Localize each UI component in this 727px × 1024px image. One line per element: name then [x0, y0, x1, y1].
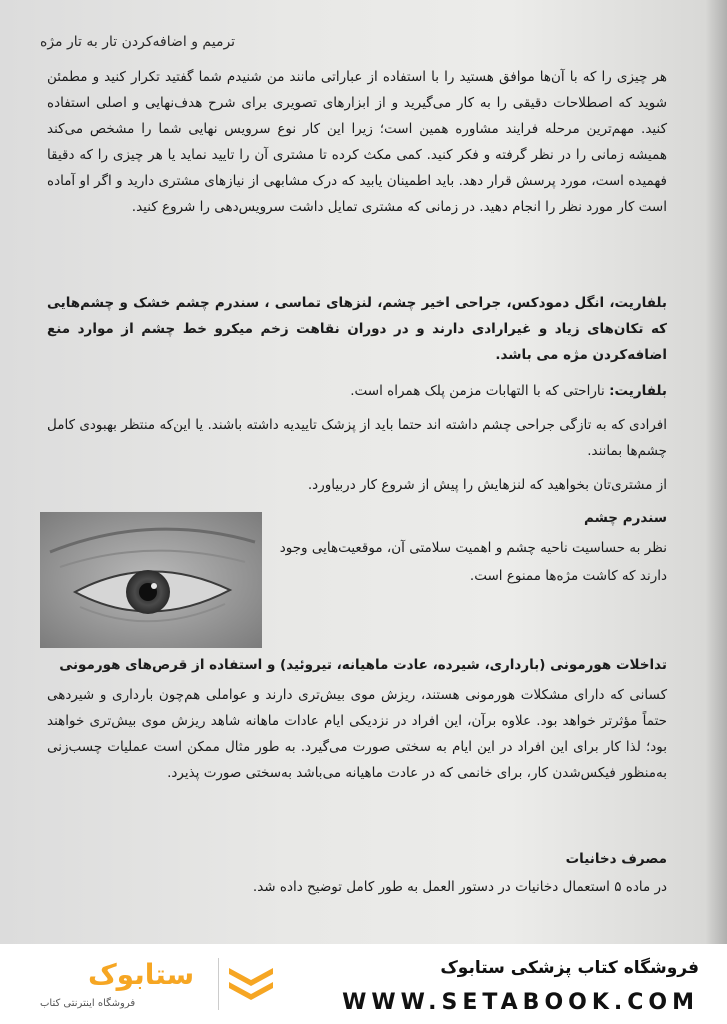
eye-illustration [40, 512, 262, 648]
logo-subtitle: فروشگاه اینترنتی کتاب [40, 998, 136, 1009]
logo-text: ستابوک [88, 958, 195, 991]
blepharitis-text: ناراحتی که با التهابات مزمن پلک همراه است. [350, 383, 610, 399]
eye-syndrome-heading: سندرم چشم [583, 510, 667, 526]
contraindications-paragraph: بلفاریت، انگل دمودکس، جراحی اخیر چشم، لنزهای تماسی ، سندرم چشم خشک و چشم‌هایی که تکان‌های زیاد و غیرارادی دارند و در دوران نقاهت زخم میکرو خط چشم از موارد منع اضافه‌کردن مژه می باشد. [47, 295, 667, 363]
paragraph-consultation: هر چیزی را که با آن‌ها موافق هستید را با استفاده از عباراتی مانند من شنیدم شما گفتید تکرار کنید و مطمئن شوید که اصطلاحات دقیقی را به کار می‌گیرید و از ابزارهای تصویری برای شرح هدف‌نهایی و اصلی استفاده کنید. مهم‌ترین مرحله فرایند مشاوره همین است؛ زیرا این کار نوع سرویس نهایی شما را مشخص می‌کند همیشه زمانی را در نظر گرفته و فکر کنید. کمی مکث کرده تا مشتری آن را تایید نماید یا هر چیزی را که دقیقا فهمیده است، مورد پرسش قرار دهد. باید اطمینان یابید که درک مشابهی از نیازهای مشتری دارید و اگر او آماده است کار مورد نظر را انجام دهید. در زمانی که مشتری تمایل داشت سرویس‌دهی را شروع کنید. [47, 69, 667, 215]
surgery-paragraph: افرادی که به تازگی جراحی چشم داشته اند حتما باید از پزشک تاییدیه داشته باشند. یا این‌که منتظر بهبودی کامل چشم‌ها بمانند. [47, 417, 667, 459]
store-name: فروشگاه کتاب پزشکی ستابوک [440, 958, 699, 978]
running-header: ترمیم و اضافه‌کردن تار به تار مژه [40, 34, 236, 50]
logo-chevrons-icon [226, 960, 276, 1006]
lens-paragraph: از مشتری‌تان بخواهید که لنزهایش را پیش از شروع کار دربیاورد. [307, 477, 667, 493]
eye-syndrome-paragraph: نظر به حساسیت ناحیه چشم و اهمیت سلامتی آن، موقعیت‌هایی وجود دارند که کاشت مژه‌ها ممنوع است. [279, 540, 667, 584]
smoking-paragraph: در ماده ۵ استعمال دخانیات در دستور العمل به طور کامل توضیح داده شد. [252, 879, 667, 895]
smoking-heading: مصرف دخانیات [565, 851, 667, 867]
blepharitis-term: بلفاریت: [609, 383, 667, 399]
page-shadow [705, 0, 727, 944]
hormone-heading: تداخلات هورمونی (بارداری، شیرده، عادت ماهیانه، تیروئید) و استفاده از قرص‌های هورمونی [59, 657, 667, 673]
hormone-paragraph: کسانی که دارای مشکلات هورمونی هستند، ریزش موی بیش‌تری دارند و عواملی هم‌چون بارداری و شیردهی حتماً مؤثرتر خواهد بود. علاوه برآن، این افراد در نزدیکی ایام عادات ماهانه شاهد ریزش موی بیش‌تری خواهند بود؛ لذا کار برای این افراد در این ایام به سختی صورت می‌گیرد. به طور مثال ممکن است عملیات چسب‌زنی به‌منظور فیکس‌شدن کار، برای خانمی که در عادت ماهیانه می‌باشد به‌سختی صورت پذیرد. [47, 687, 667, 781]
blepharitis-definition [47, 378, 667, 404]
store-url[interactable]: WWW.SETABOOK.COM [342, 990, 699, 1015]
banner-divider [218, 958, 219, 1010]
eye-photo [40, 512, 262, 648]
